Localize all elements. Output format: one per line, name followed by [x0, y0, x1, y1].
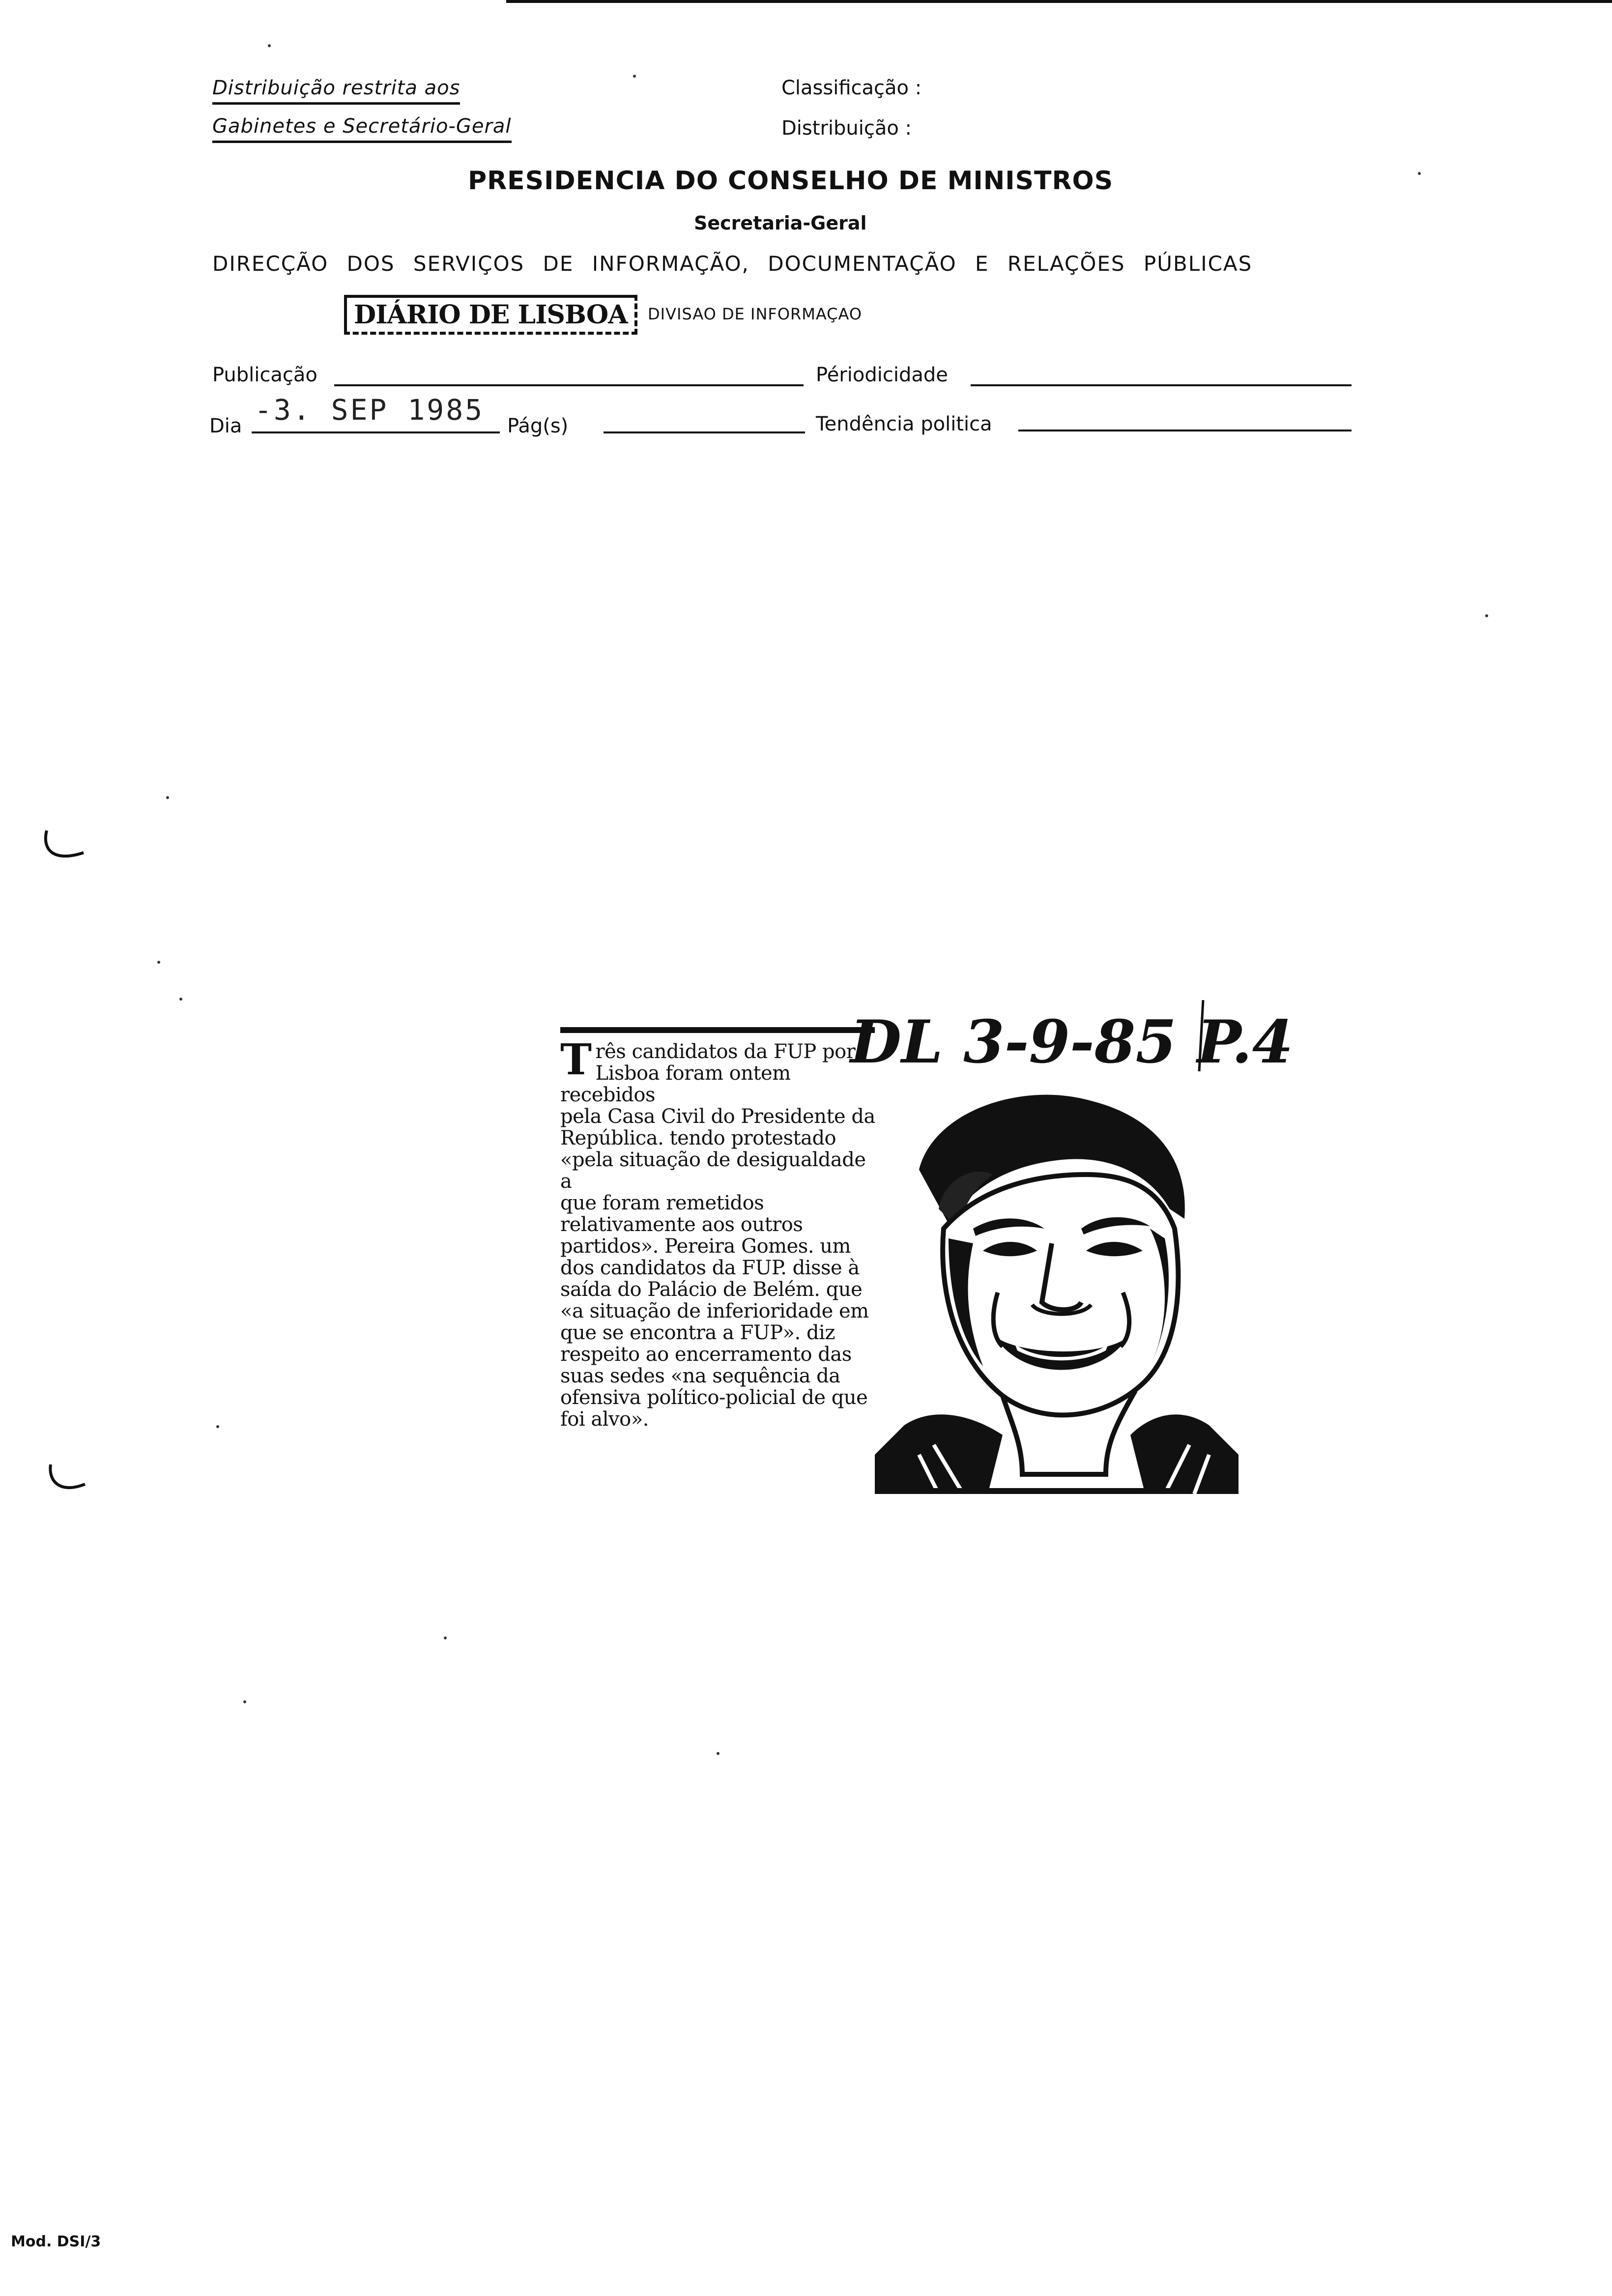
speck	[216, 1425, 219, 1428]
date-stamp: -3. SEP 1985	[255, 393, 485, 427]
speck	[1418, 172, 1421, 175]
speck	[268, 44, 271, 47]
classificacao-label: Classificação :	[781, 77, 922, 99]
clipping-line: relativamente aos outros	[560, 1213, 803, 1236]
clipping-line: suas sedes «na sequência da	[560, 1365, 840, 1387]
page-title: PRESIDENCIA DO CONSELHO DE MINISTROS	[468, 166, 1114, 196]
clipping-line: saída do Palácio de Belém. que	[560, 1278, 863, 1301]
clipping-line: Lisboa foram ontem recebidos	[560, 1062, 791, 1106]
pags-label: Pág(s)	[507, 415, 569, 437]
speck	[157, 961, 160, 964]
speck	[166, 796, 169, 799]
clipping-line: República. tendo protestado	[560, 1127, 836, 1149]
page-subtitle: Secretaria-Geral	[694, 212, 867, 234]
clipping-line: ofensiva político-policial de que	[560, 1386, 868, 1409]
dia-label: Dia	[209, 415, 242, 437]
clipping-line: rês candidatos da FUP por	[595, 1040, 856, 1063]
clipping-line: pela Casa Civil do Presidente da	[560, 1105, 875, 1128]
newspaper-stamp: DIÁRIO DE LISBOA	[344, 295, 637, 335]
tendencia-line	[1018, 430, 1352, 431]
distribuicao-label: Distribuição :	[781, 117, 912, 140]
speck	[633, 75, 636, 78]
margin-mark-2	[43, 1460, 97, 1504]
clipping-line: foi alvo».	[560, 1408, 649, 1431]
clipping-dropcap: T	[560, 1035, 592, 1085]
clipping-lines	[560, 1035, 880, 1431]
periodicidade-label: Périodicidade	[816, 364, 948, 386]
candidate-portrait-image	[875, 1081, 1238, 1494]
distribution-line-2: Gabinetes e Secretário-Geral	[212, 115, 512, 143]
clipping-top-rule	[560, 1027, 875, 1033]
clipping-line: dos candidatos da FUP. disse à	[560, 1257, 860, 1279]
speck	[717, 1752, 720, 1755]
publicacao-label: Publicação	[212, 364, 317, 386]
margin-tick	[1194, 998, 1209, 1076]
speck	[444, 1636, 447, 1639]
speck	[179, 998, 182, 1001]
pags-line	[604, 431, 805, 433]
speck	[1485, 614, 1488, 617]
top-border-rule	[506, 0, 1612, 3]
periodicidade-line	[971, 384, 1352, 386]
speck	[243, 1700, 246, 1703]
clipping-text	[560, 1035, 880, 1431]
margin-mark-1	[39, 826, 93, 870]
dia-line	[252, 431, 500, 433]
tendencia-label: Tendência politica	[816, 413, 992, 435]
clipping-line: respeito ao encerramento das	[560, 1343, 852, 1366]
clipping-line: «pela situação de desigualdade a	[560, 1148, 866, 1193]
clipping-line: partidos». Pereira Gomes. um	[560, 1235, 851, 1258]
distribution-line-1: Distribuição restrita aos	[212, 77, 460, 105]
clipping-line: que foram remetidos	[560, 1192, 764, 1214]
form-code: Mod. DSI/3	[11, 2233, 101, 2250]
division-label: DIVISAO DE INFORMAÇAO	[648, 305, 863, 323]
directorate-line: DIRECÇÃO DOS SERVIÇOS DE INFORMAÇÃO, DOCUMENTAÇÃO E RELAÇÕES PÚBLICAS	[212, 252, 1253, 276]
handwritten-note: DL 3-9-85 P.4	[850, 1007, 1294, 1077]
newspaper-clipping	[560, 1007, 1294, 1474]
clipping-line: «a situação de inferioridade em	[560, 1300, 869, 1322]
publicacao-line	[334, 384, 804, 386]
clipping-line: que se encontra a FUP». diz	[560, 1321, 835, 1344]
